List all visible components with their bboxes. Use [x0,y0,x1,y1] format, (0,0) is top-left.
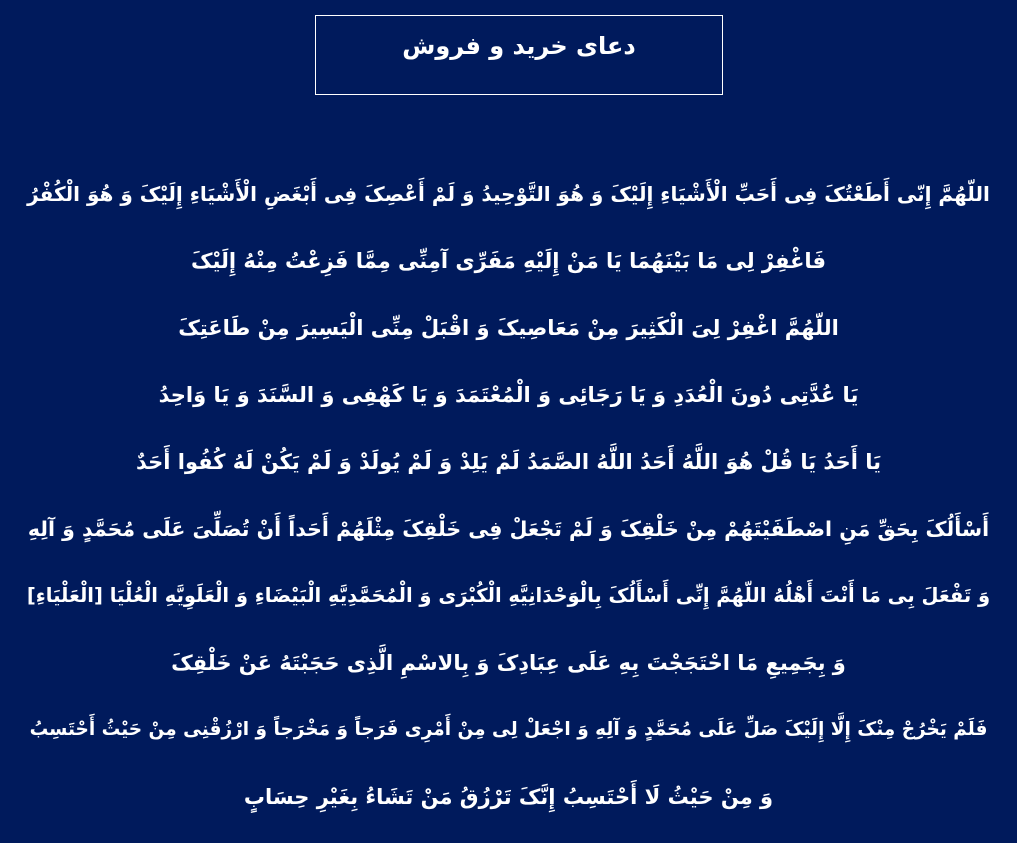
prayer-line: أَسْأَلُکَ بِحَقِّ مَنِ اصْطَفَيْتَهُمْ مِنْ خَلْقِکَ وَ لَمْ تَجْعَلْ فِى خَلْقِکَ مِثْلَهُمْ أَحَداً أَنْ تُصَلِّىَ عَلَى مُحَمَّدٍ وَ آلِهِ [27,516,990,541]
prayer-line: وَ مِنْ حَيْثُ لَا أَحْتَسِبُ إِنَّکَ تَرْزُقُ مَنْ تَشَاءُ بِغَيْرِ حِسَابٍ [243,784,774,809]
prayer-line: يَا عُدَّتِى دُونَ الْعُدَدِ وَ يَا رَجَائِى وَ الْمُعْتَمَدَ وَ يَا کَهْفِى وَ السَّنَدَ وَ يَا وَاحِدُ [158,382,859,407]
prayer-text [20,160,997,830]
prayer-line: فَلَمْ يَخْرُجْ مِنْکَ إِلَّا إِلَيْکَ صَلِّ عَلَى مُحَمَّدٍ وَ آلِهِ وَ اجْعَلْ لِى مِنْ أَمْرِى فَرَجاً وَ مَخْرَجاً وَ ارْزُقْنِى مِنْ حَيْثُ أَحْتَسِبُ [29,719,988,740]
prayer-line: يَا أَحَدُ يَا قُلْ هُوَ اللَّهُ أَحَدُ اللَّهُ الصَّمَدُ لَمْ يَلِدْ وَ لَمْ يُولَدْ وَ لَمْ يَکُنْ لَهُ کُفُوا أَحَدٌ [136,449,881,474]
prayer-line: فَاغْفِرْ لِى مَا بَيْنَهُمَا يَا مَنْ إِلَيْهِ مَفَرِّى آمِنِّى مِمَّا فَزِعْتُ مِنْهُ إِلَيْکَ [190,248,827,273]
prayer-line: اللّهُمَّ اغْفِرْ لِىَ الْکَثِيرَ مِنْ مَعَاصِيکَ وَ اقْبَلْ مِنِّى الْيَسِيرَ مِنْ طَاعَتِکَ [178,315,839,340]
prayer-line: وَ بِجَمِيعِ مَا احْتَجَجْتَ بِهِ عَلَى عِبَادِکَ وَ بِالاسْمِ الَّذِى حَجَبْتَهُ عَنْ خَلْقِکَ [171,650,846,675]
page-title: دعای خرید و فروش [402,32,636,60]
prayer-line: وَ تَفْعَلَ بِى مَا أَنْتَ أَهْلُهُ اللّهُمَّ إِنِّى أَسْأَلُکَ بِالْوَحْدَانِيَّهِ الْکُبْرَى وَ الْمُحَمَّدِيَّهِ الْبَيْضَاءِ وَ الْعَلَوِيَّهِ الْعُلْيَا [الْعَلْيَاءِ] [26,584,991,607]
title-box [315,15,723,95]
prayer-line: اللّهُمَّ إِنّى أَطَعْتُکَ فِى أَحَبِّ الْأَشْيَاءِ إِلَيْکَ وَ هُوَ التَّوْحِيدُ وَ لَمْ أَعْصِکَ فِى أَبْغَضِ الْأَشْيَاءِ إِلَيْکَ وَ هُوَ الْکُفْرُ [27,181,990,206]
